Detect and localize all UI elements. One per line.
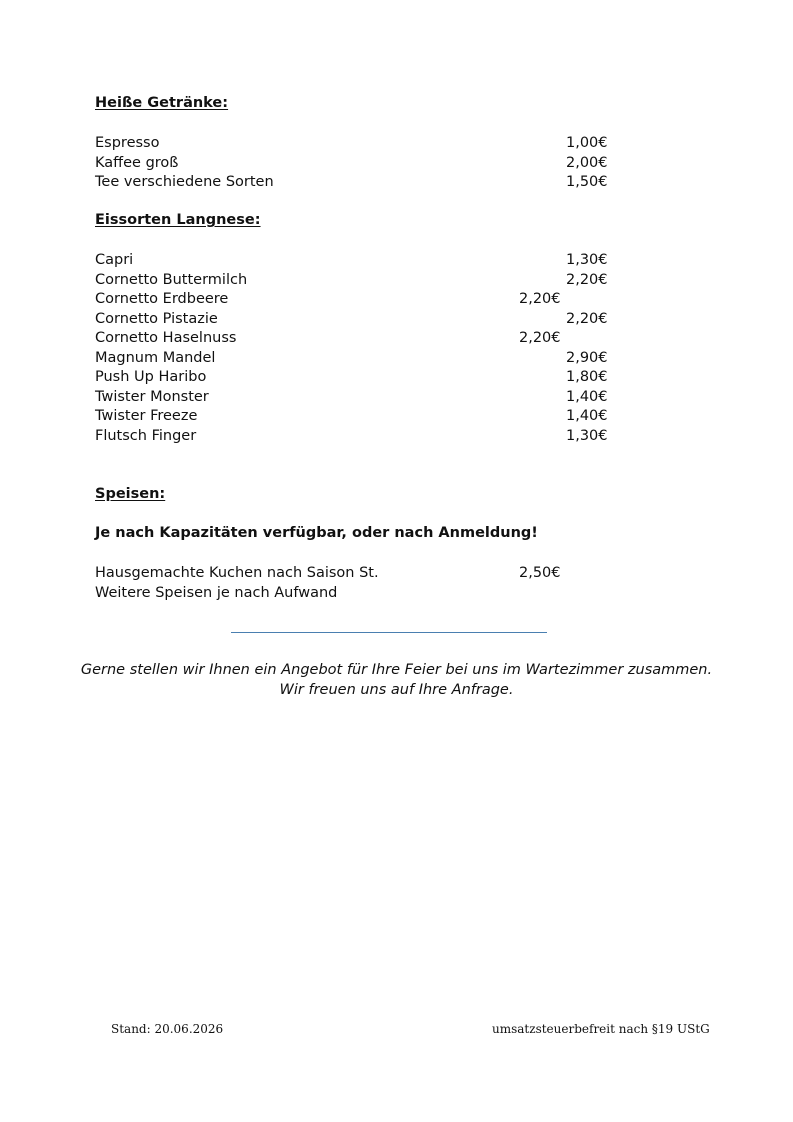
ice-cream-heading: Eissorten Langnese: — [95, 212, 261, 228]
availability-notice: Je nach Kapazitäten verfügbar, oder nach Anmeldung! — [95, 525, 538, 541]
list-item — [95, 329, 615, 349]
item-price: 2,00€ — [566, 154, 608, 171]
list-item — [95, 584, 615, 604]
item-name: Espresso — [95, 135, 160, 151]
item-name: Twister Freeze — [95, 408, 198, 424]
footer-date: Stand: 20.06.2026 — [111, 1022, 224, 1036]
item-price: 2,90€ — [566, 349, 608, 366]
list-item — [95, 564, 615, 584]
list-item — [95, 134, 615, 154]
list-item — [95, 388, 615, 408]
item-name: Flutsch Finger — [95, 427, 197, 444]
list-item — [95, 427, 615, 447]
item-price: 1,30€ — [566, 427, 608, 444]
list-item — [95, 290, 615, 310]
list-item — [95, 251, 615, 271]
item-price: 2,20€ — [519, 330, 561, 346]
item-name: Twister Monster — [95, 388, 209, 405]
item-name: Cornetto Buttermilch — [95, 271, 248, 288]
section-divider — [231, 632, 547, 633]
item-name: Cornetto Haselnuss — [95, 330, 237, 346]
item-price: 2,50€ — [519, 565, 561, 581]
item-name: Kaffee groß — [95, 154, 179, 171]
item-name: Capri — [95, 252, 134, 268]
ice-cream-list — [95, 251, 615, 446]
item-price: 1,40€ — [566, 408, 608, 424]
item-name: Tee verschiedene Sorten — [95, 174, 274, 190]
item-name: Push Up Haribo — [95, 369, 207, 385]
list-item — [95, 407, 615, 427]
item-price: 2,20€ — [566, 310, 608, 327]
item-name: Cornetto Pistazie — [95, 310, 218, 327]
list-item — [95, 271, 615, 291]
closing-line-2: Wir freuen uns auf Ihre Anfrage. — [279, 682, 514, 698]
closing-message — [0, 660, 793, 700]
food-list — [95, 564, 615, 603]
list-item — [95, 173, 615, 193]
food-heading: Speisen: — [95, 486, 166, 502]
list-item — [95, 310, 615, 330]
item-price: 2,20€ — [566, 271, 608, 288]
list-item — [95, 368, 615, 388]
closing-line-1: Gerne stellen wir Ihnen ein Angebot für Ihre Feier bei uns im Wartezimmer zusammen. — [80, 662, 713, 678]
list-item — [95, 154, 615, 174]
item-price: 1,30€ — [566, 252, 608, 268]
list-item — [95, 349, 615, 369]
item-name: Weitere Speisen je nach Aufwand — [95, 584, 338, 601]
item-name: Hausgemachte Kuchen nach Saison St. — [95, 565, 379, 581]
item-price: 1,40€ — [566, 388, 608, 405]
hot-drinks-heading: Heiße Getränke: — [95, 95, 229, 111]
item-name: Magnum Mandel — [95, 349, 216, 366]
item-price: 2,20€ — [519, 291, 561, 307]
item-price: 1,00€ — [566, 135, 608, 151]
item-name: Cornetto Erdbeere — [95, 291, 229, 307]
footer-tax-note: umsatzsteuerbefreit nach §19 UStG — [492, 1022, 710, 1036]
item-price: 1,50€ — [566, 174, 608, 190]
hot-drinks-list — [95, 134, 615, 193]
item-price: 1,80€ — [566, 369, 608, 385]
